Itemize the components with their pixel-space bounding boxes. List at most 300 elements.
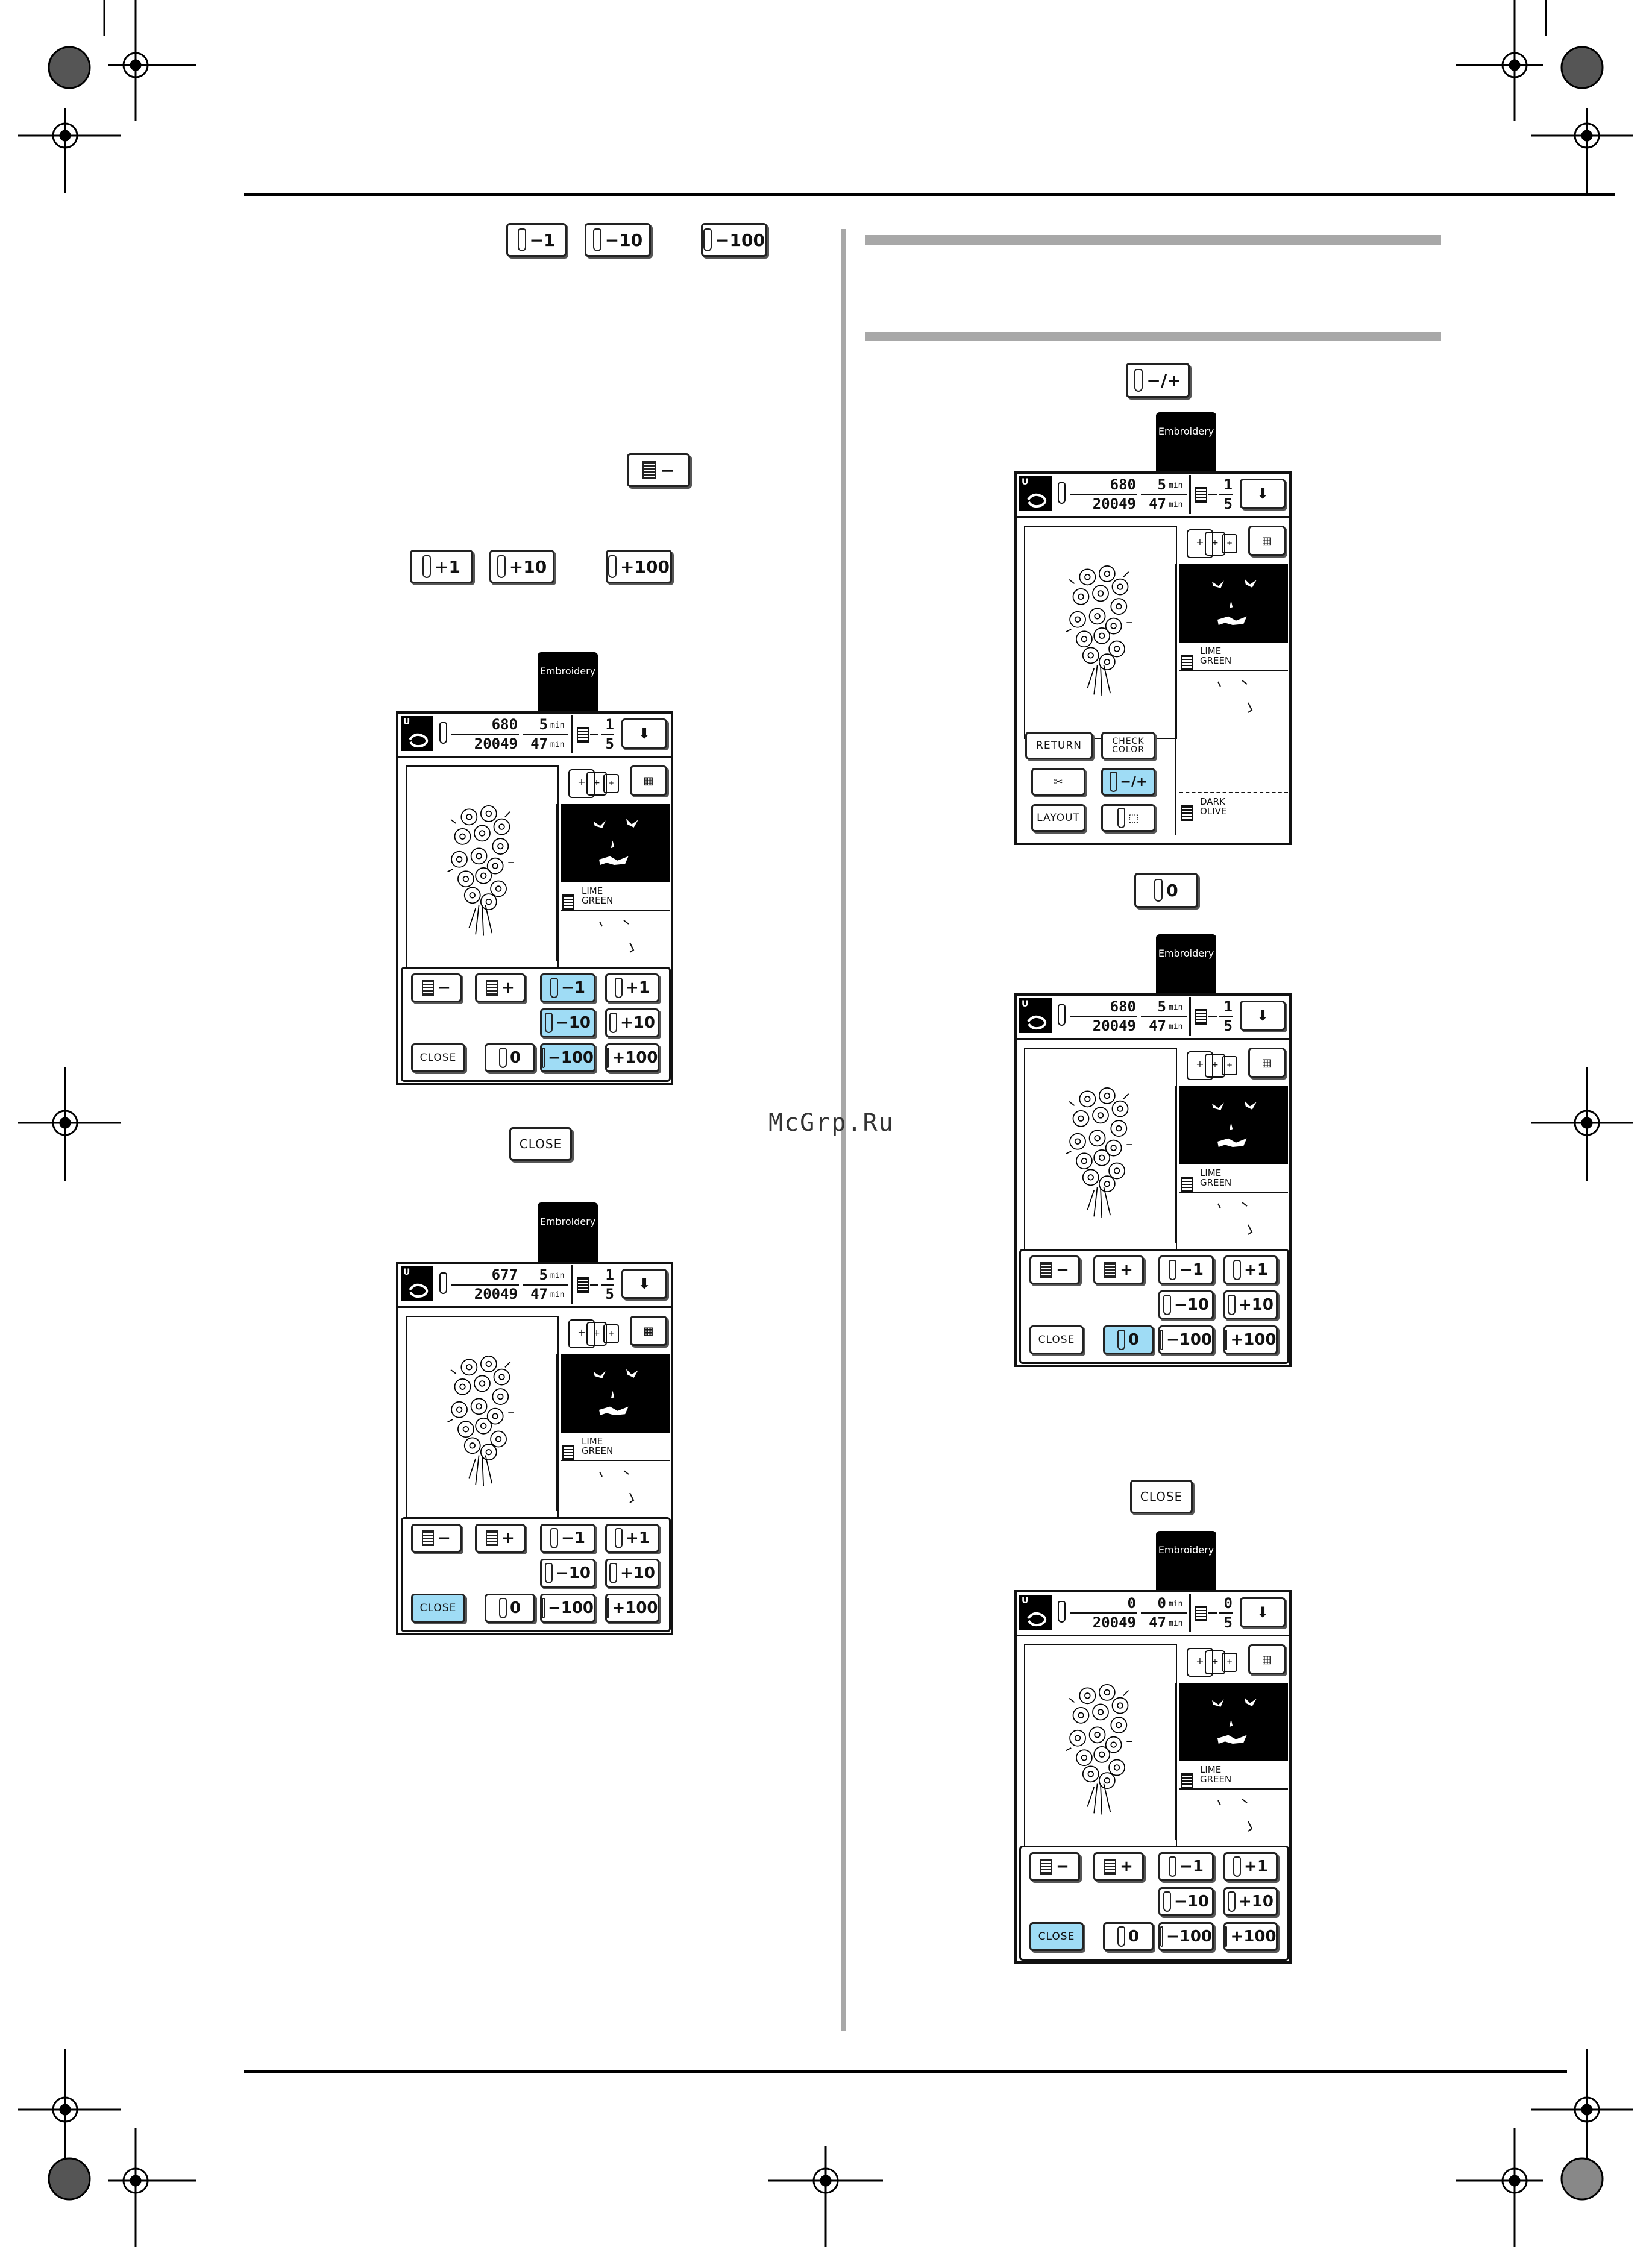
embroidery-tab[interactable]: Embroidery	[1156, 1531, 1216, 1590]
frame-icon: ⬇	[638, 1275, 651, 1292]
sprig-icon	[1200, 1198, 1272, 1240]
color-name-line1: LIME	[1200, 646, 1222, 656]
color-index: 0	[1223, 1595, 1233, 1612]
sewing-attribute-button[interactable]	[1248, 1048, 1286, 1078]
check-color-button[interactable]	[1101, 732, 1155, 759]
needle-icon	[1225, 1330, 1227, 1350]
list-divider	[1179, 670, 1288, 671]
current-color-preview	[561, 1354, 670, 1433]
color-name-line1: LIME	[1200, 1167, 1222, 1178]
divider	[1189, 475, 1191, 514]
spool-icon	[422, 980, 434, 996]
frame-move-button[interactable]	[621, 1269, 667, 1299]
spool-minus-button-label: −	[438, 1529, 451, 1547]
needle-minus1-button[interactable]: −1	[506, 223, 567, 257]
needle-plus10-button[interactable]: +10	[489, 550, 554, 583]
needle-icon	[439, 1272, 447, 1294]
min-label: min	[550, 1271, 565, 1280]
needle-minus10-button[interactable]	[1158, 1290, 1214, 1319]
needle-minus10-button[interactable]	[540, 1008, 595, 1037]
embroidery-icon: ▦	[643, 1324, 654, 1337]
divider	[1189, 997, 1191, 1036]
needle-minus10-button[interactable]: −10	[585, 223, 651, 257]
thread-color-list	[556, 1354, 672, 1511]
thread-color-list	[1175, 1086, 1290, 1243]
stitch-control-panel	[401, 1517, 671, 1632]
needle-plus10-button-label: +10	[1239, 1296, 1274, 1314]
bouquet-icon	[443, 797, 521, 941]
needle-icon	[1160, 1926, 1163, 1947]
needle-icon	[1110, 772, 1117, 792]
needle-zero-button-label: 0	[1128, 1331, 1140, 1349]
sprig-icon	[582, 1466, 654, 1508]
frame-move-button[interactable]	[1240, 479, 1286, 509]
needle-icon	[1233, 1856, 1241, 1877]
color-name-line2: GREEN	[582, 895, 614, 906]
status-bar	[1017, 474, 1289, 518]
spool-icon	[486, 980, 498, 996]
total-time: 47	[530, 1286, 548, 1303]
bouquet-icon	[1061, 1079, 1140, 1224]
list-divider	[1179, 792, 1288, 793]
stitch-control-panel	[1019, 1846, 1289, 1961]
design-preview	[406, 765, 559, 979]
frame-icon: ⬇	[1256, 485, 1269, 502]
color-name-line1: DARK	[1200, 796, 1225, 807]
color-name-line2: GREEN	[1200, 1774, 1232, 1785]
needle-plus100-button-label: +100	[612, 1049, 658, 1067]
needle-zero-button-label: 0	[1128, 1928, 1140, 1946]
needle-minus100-button[interactable]: −100	[701, 223, 767, 257]
embroidery-tab[interactable]: Embroidery	[538, 1202, 598, 1262]
color-total: 5	[1223, 1614, 1233, 1631]
spool-minus-button[interactable]	[411, 1524, 462, 1553]
needle-icon	[1058, 1004, 1066, 1026]
spool-icon	[577, 1277, 589, 1293]
spool-plus-button[interactable]	[1093, 1255, 1144, 1284]
needle-plus1-button[interactable]	[605, 973, 659, 1002]
spool-minus-button[interactable]	[411, 973, 462, 1002]
color-name-line2: GREEN	[1200, 1177, 1232, 1188]
needle-minus100-button-label: −100	[547, 1599, 594, 1617]
spool-icon	[562, 894, 574, 910]
needle-icon	[1154, 879, 1163, 902]
stitch-count: 680	[1110, 476, 1136, 493]
needle-zero-button[interactable]	[1103, 1325, 1154, 1354]
embroidery-icon: ▦	[643, 774, 654, 787]
spool-minus-button-label: −	[1056, 1261, 1069, 1279]
embroidery-screen-s5	[1014, 1590, 1292, 1964]
color-index: 1	[1223, 998, 1233, 1015]
needle-icon	[1228, 1891, 1236, 1912]
spool-icon	[1195, 1009, 1207, 1025]
close-button[interactable]: CLOSE	[1029, 1922, 1084, 1951]
needle-icon	[1117, 1330, 1125, 1350]
sprig-icon	[1200, 676, 1272, 718]
spool-plus-button-label: +	[501, 1529, 515, 1547]
needle-icon	[609, 1013, 617, 1033]
footer-rule	[244, 2070, 1567, 2073]
total-stitches: 20049	[474, 735, 518, 752]
design-preview	[1024, 1644, 1177, 1858]
needle-icon	[608, 555, 617, 578]
needle-plus100-button-label: +100	[612, 1599, 658, 1617]
stitch-control-panel	[401, 967, 671, 1082]
needle-zero-button[interactable]	[1103, 1922, 1154, 1951]
needle-zero-button[interactable]	[485, 1594, 535, 1623]
spool-icon	[1104, 1262, 1116, 1278]
list-divider	[561, 1460, 670, 1461]
machine-logo-icon: U	[1019, 1595, 1052, 1630]
embroidery-icon: ▦	[1261, 1056, 1272, 1069]
status-bar	[1017, 1592, 1289, 1636]
total-stitches: 20049	[1092, 1614, 1136, 1631]
sprig-icon	[582, 916, 654, 958]
divider	[571, 1265, 573, 1304]
next-color-preview	[1200, 676, 1284, 718]
needle-plus10-button-label: +10	[620, 1564, 655, 1582]
needle-minus1-button-label: −1	[1179, 1261, 1204, 1279]
needle-minus1-button-label: −1	[561, 979, 585, 997]
scissors-icon: ✂	[1054, 775, 1063, 788]
current-color-preview	[1179, 564, 1288, 643]
dash	[590, 1284, 598, 1286]
needle-minus10-button-label: −10	[1174, 1296, 1209, 1314]
needle-plus10-button-label: +10	[1239, 1893, 1274, 1911]
needle-icon	[1058, 482, 1066, 504]
needle-icon	[542, 1048, 545, 1068]
color-index: 1	[605, 1266, 614, 1283]
needle-minus100-button[interactable]	[1158, 1325, 1214, 1354]
hoop-size-icons: + + +	[568, 765, 635, 796]
needle-icon	[1169, 1260, 1176, 1280]
needle-plus1-button[interactable]	[1223, 1255, 1278, 1284]
spool-icon	[1181, 655, 1193, 670]
needle-icon	[615, 978, 623, 998]
total-time: 47	[530, 735, 548, 752]
needle-minus1-button-label: −1	[1179, 1858, 1204, 1876]
bouquet-icon	[1061, 1676, 1140, 1820]
stitch-count: 680	[491, 716, 518, 733]
embroidery-tab[interactable]: Embroidery	[538, 652, 598, 711]
next-color-preview	[1200, 1794, 1284, 1837]
needle-plus10-button[interactable]	[1223, 1290, 1278, 1319]
pattern-preview-icon	[1179, 1086, 1288, 1164]
dash	[1208, 494, 1217, 495]
spool-icon	[1040, 1262, 1052, 1278]
pattern-preview-icon	[561, 804, 670, 882]
status-bar	[398, 714, 671, 758]
needle-icon	[1169, 1856, 1176, 1877]
start-point-button[interactable]	[1101, 804, 1155, 832]
list-divider	[1179, 1192, 1288, 1193]
embroidery-screen-s1	[396, 711, 673, 1085]
dash	[1208, 1016, 1217, 1017]
close-button[interactable]: CLOSE	[411, 1043, 465, 1072]
needle-icon	[1117, 1926, 1125, 1947]
needle-minus-plus-button[interactable]	[1101, 768, 1155, 796]
start-point-icon: ⬚	[1128, 811, 1139, 825]
needle-minus100-button[interactable]	[540, 1043, 595, 1072]
needle-plus100-button[interactable]	[1223, 1922, 1278, 1951]
header-rule	[244, 193, 1615, 196]
needle-minus10-button[interactable]	[540, 1559, 595, 1588]
embroidery-tab[interactable]: Embroidery	[1156, 412, 1216, 471]
needle-icon	[545, 1013, 553, 1033]
color-name-line2: GREEN	[1200, 655, 1232, 666]
spool-minus-button[interactable]: −	[627, 453, 690, 487]
next-color-preview	[582, 916, 666, 958]
needle-plus1-button[interactable]: +1	[410, 550, 473, 583]
section-rule-top	[865, 235, 1441, 245]
needle-icon	[499, 1048, 507, 1068]
section-rule-bottom	[865, 332, 1441, 341]
machine-logo-icon: U	[401, 716, 433, 751]
needle-icon	[609, 1563, 617, 1583]
sewing-attribute-button[interactable]	[630, 1316, 667, 1346]
dash	[590, 734, 598, 735]
sewing-attribute-button[interactable]	[1248, 1644, 1286, 1674]
spool-icon	[1104, 1859, 1116, 1875]
min-label: min	[1169, 500, 1183, 509]
divider	[571, 715, 573, 753]
needle-zero-reference[interactable]: 0	[1134, 873, 1198, 908]
needle-plus100-button[interactable]: +100	[606, 550, 672, 583]
time-elapsed: 5	[539, 716, 548, 733]
hoop-size-icons: + + +	[568, 1316, 635, 1346]
check-color-line1: CHECK	[1112, 737, 1145, 746]
spool-icon	[1040, 1859, 1052, 1875]
needle-minus10-button-label: −10	[1174, 1893, 1209, 1911]
needle-plus100-button-label: +100	[1230, 1928, 1277, 1946]
pattern-preview-icon	[1179, 564, 1288, 643]
embroidery-tab[interactable]: Embroidery	[1156, 934, 1216, 993]
needle-icon	[545, 1563, 553, 1583]
layout-button[interactable]: LAYOUT	[1031, 804, 1085, 832]
time-elapsed: 0	[1157, 1595, 1166, 1612]
needle-plus1-button-label: +1	[626, 1529, 650, 1547]
needle-plus10-button[interactable]	[1223, 1887, 1278, 1916]
needle-minus100-button-label: −100	[1166, 1928, 1212, 1946]
color-total: 5	[1223, 1017, 1233, 1034]
bouquet-icon	[443, 1347, 521, 1492]
thread-color-list	[556, 804, 672, 961]
embroidery-icon: ▦	[1261, 534, 1272, 547]
spool-plus-button-label: +	[1120, 1261, 1133, 1279]
needle-plus10-button-label: +10	[620, 1014, 655, 1032]
close-reference-button[interactable]: CLOSE	[509, 1127, 572, 1161]
needle-minus1-button[interactable]	[1158, 1255, 1214, 1284]
thread-color-list	[1175, 564, 1290, 835]
spool-icon	[1181, 805, 1193, 821]
needle-minus10-button-label: −10	[556, 1564, 591, 1582]
min-label: min	[550, 721, 565, 730]
embroidery-screen-s3	[1014, 471, 1292, 845]
current-color-preview	[1179, 1683, 1288, 1761]
color-total: 5	[605, 1286, 614, 1303]
spool-icon	[1195, 1606, 1207, 1621]
spool-plus-button-label: +	[501, 979, 515, 997]
close-button[interactable]: CLOSE	[1029, 1325, 1084, 1354]
color-total: 5	[1223, 495, 1233, 512]
frame-icon: ⬇	[1256, 1604, 1269, 1621]
machine-logo-icon: U	[401, 1266, 433, 1301]
frame-move-button[interactable]	[1240, 1001, 1286, 1031]
color-name-line1: LIME	[1200, 1764, 1222, 1775]
stitch-control-panel	[1019, 1249, 1289, 1364]
spool-icon	[1181, 1177, 1193, 1192]
time-elapsed: 5	[1157, 476, 1166, 493]
needle-icon	[550, 1528, 558, 1548]
needle-icon	[497, 555, 506, 578]
needle-icon	[606, 1048, 609, 1068]
hoop-size-icons: + + +	[1187, 1048, 1253, 1078]
needle-plus1-button[interactable]	[605, 1524, 659, 1553]
spool-minus-button-label: −	[438, 979, 451, 997]
frame-move-button[interactable]	[621, 718, 667, 749]
status-bar	[398, 1264, 671, 1308]
spool-minus-button[interactable]	[1029, 1255, 1080, 1284]
needle-minus100-button[interactable]	[540, 1594, 595, 1623]
min-label: min	[1169, 1022, 1183, 1031]
needle-icon	[439, 722, 447, 744]
min-label: min	[550, 740, 565, 749]
needle-plus100-button[interactable]	[605, 1043, 659, 1072]
spool-minus-button[interactable]	[1029, 1852, 1080, 1881]
next-color-preview	[582, 1466, 666, 1508]
thread-color-list	[1175, 1683, 1290, 1840]
needle-minus100-button[interactable]	[1158, 1922, 1214, 1951]
spool-plus-button-label: +	[1120, 1858, 1133, 1876]
needle-plus100-button[interactable]	[1223, 1325, 1278, 1354]
list-divider	[1179, 1788, 1288, 1790]
design-preview	[406, 1316, 559, 1529]
total-stitches: 20049	[1092, 495, 1136, 512]
pattern-preview-icon	[561, 1354, 670, 1433]
frame-icon: ⬇	[638, 725, 651, 742]
close-reference-button-right[interactable]: CLOSE	[1130, 1480, 1193, 1513]
needle-plus1-button-label: +1	[1244, 1858, 1268, 1876]
spool-icon	[1195, 487, 1207, 503]
needle-icon	[1163, 1295, 1171, 1315]
needle-icon	[542, 1598, 545, 1618]
spool-icon	[577, 727, 589, 743]
needle-icon	[1134, 369, 1143, 392]
design-preview	[1024, 1048, 1177, 1261]
needle-icon	[422, 555, 431, 578]
spool-plus-button[interactable]	[1093, 1852, 1144, 1881]
spool-plus-button[interactable]	[475, 973, 526, 1002]
needle-icon	[703, 228, 712, 251]
color-index: 1	[605, 716, 614, 733]
needle-minus100-button-label: −100	[547, 1049, 594, 1067]
current-color-preview	[1179, 1086, 1288, 1164]
color-name-line1: LIME	[582, 1436, 603, 1447]
list-divider	[561, 910, 670, 911]
total-stitches: 20049	[474, 1286, 518, 1303]
needle-plus1-button[interactable]	[1223, 1852, 1278, 1881]
needle-plus1-button-label: +1	[1244, 1261, 1268, 1279]
embroidery-icon: ▦	[1261, 1653, 1272, 1666]
stitch-count: 677	[491, 1266, 518, 1283]
minus-plus-label: −/+	[1120, 774, 1148, 790]
machine-logo-icon: U	[1019, 476, 1052, 511]
needle-plus100-button[interactable]	[605, 1594, 659, 1623]
needle-minus100-button-label: −100	[1166, 1331, 1212, 1349]
needle-icon	[1233, 1260, 1241, 1280]
needle-icon	[1225, 1926, 1227, 1947]
needle-minus1-button[interactable]	[1158, 1852, 1214, 1881]
status-bar	[1017, 996, 1289, 1040]
min-label: min	[1169, 1619, 1183, 1628]
bouquet-icon	[1061, 557, 1140, 702]
needle-plus1-button-label: +1	[626, 979, 650, 997]
needle-minus1-button[interactable]	[540, 973, 595, 1002]
return-button[interactable]: RETURN	[1025, 732, 1093, 759]
machine-logo-icon: U	[1019, 998, 1052, 1033]
needle-icon	[593, 228, 601, 251]
close-button[interactable]: CLOSE	[411, 1594, 465, 1623]
current-color-preview	[561, 804, 670, 882]
min-label: min	[1169, 1003, 1183, 1012]
min-label: min	[1169, 481, 1183, 490]
sprig-icon	[1200, 1794, 1272, 1837]
needle-minus10-button[interactable]	[1158, 1887, 1214, 1916]
spool-plus-button[interactable]	[475, 1524, 526, 1553]
needle-zero-button[interactable]	[485, 1043, 535, 1072]
dash	[1208, 1612, 1217, 1614]
sewing-attribute-button[interactable]	[630, 765, 667, 796]
needle-icon	[1163, 1891, 1171, 1912]
needle-icon	[550, 978, 558, 998]
needle-icon	[1160, 1330, 1163, 1350]
watermark: McGrp.Ru	[768, 1109, 894, 1137]
divider	[1189, 1594, 1191, 1632]
stitch-count: 0	[1127, 1595, 1136, 1612]
spool-icon	[642, 461, 656, 479]
needle-plus100-button-label: +100	[1230, 1331, 1277, 1349]
needle-plus10-button[interactable]	[605, 1008, 659, 1037]
color-name-line1: LIME	[582, 885, 603, 896]
needle-icon	[499, 1598, 507, 1618]
color-name-line2: OLIVE	[1200, 806, 1227, 817]
total-time: 47	[1149, 1017, 1166, 1034]
sewing-attribute-button[interactable]	[1248, 526, 1286, 556]
frame-move-button[interactable]	[1240, 1597, 1286, 1627]
needle-plus10-button[interactable]	[605, 1559, 659, 1588]
min-label: min	[1169, 1600, 1183, 1609]
frame-icon: ⬇	[1256, 1007, 1269, 1024]
needle-icon	[1117, 808, 1125, 828]
total-time: 47	[1149, 1614, 1166, 1631]
hoop-size-icons: + + +	[1187, 1644, 1253, 1674]
embroidery-screen-s2	[396, 1262, 673, 1635]
total-stitches: 20049	[1092, 1017, 1136, 1034]
color-total: 5	[605, 735, 614, 752]
needle-zero-button-label: 0	[509, 1049, 521, 1067]
needle-zero-button-label: 0	[509, 1599, 521, 1617]
needle-icon	[1058, 1601, 1066, 1623]
needle-minus1-button[interactable]	[540, 1524, 595, 1553]
color-index: 1	[1223, 476, 1233, 493]
needle-icon	[615, 1528, 623, 1548]
needle-minus10-button-label: −10	[556, 1014, 591, 1032]
hoop-size-icons: + + +	[1187, 526, 1253, 556]
thread-cut-button[interactable]	[1031, 768, 1085, 796]
needle-minus-plus-reference[interactable]: −/+	[1126, 363, 1190, 398]
spool-icon	[1181, 1773, 1193, 1789]
time-elapsed: 5	[539, 1266, 548, 1283]
